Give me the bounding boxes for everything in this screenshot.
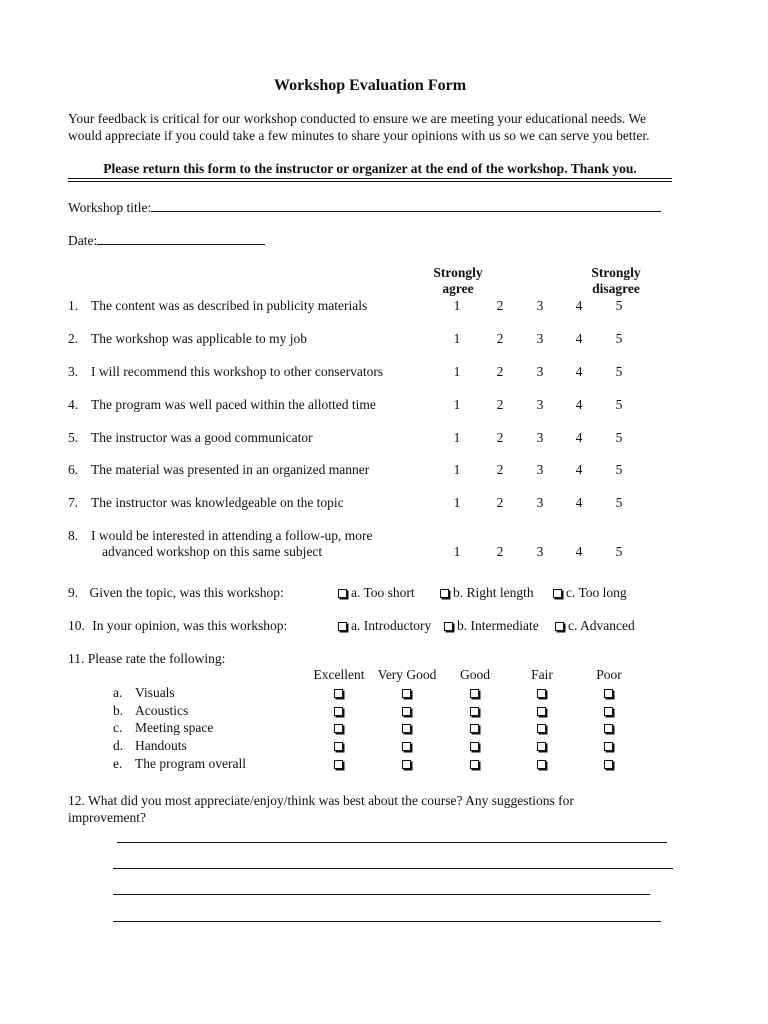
checkbox-icon[interactable] — [334, 689, 343, 698]
likert-number: 1. — [68, 298, 79, 313]
q10-option-c[interactable] — [555, 618, 635, 634]
checkbox-icon[interactable] — [537, 689, 546, 698]
question-11: 11. Please rate the following: — [68, 651, 226, 666]
likert-statement: The material was presented in an organized manner — [91, 462, 370, 477]
scale-option-3[interactable]: 3 — [536, 544, 544, 559]
question-10 — [68, 618, 287, 634]
scale-option-5[interactable]: 5 — [615, 364, 623, 379]
scale-option-2[interactable]: 2 — [496, 430, 504, 445]
rating-row-letter: d. — [113, 738, 124, 754]
date-label: Date: — [68, 233, 98, 248]
checkbox-icon[interactable] — [334, 742, 343, 751]
scale-option-2[interactable]: 2 — [496, 544, 504, 559]
intro-paragraph: Your feedback is critical for our workshop conducted to ensure we are meeting your educational needs. We would appreciate if you could take a few minutes to share your opinions with us so we can serve you better. — [68, 111, 650, 143]
scale-option-2[interactable]: 2 — [496, 298, 504, 313]
checkbox-icon[interactable] — [470, 742, 479, 751]
checkbox-icon[interactable] — [604, 689, 613, 698]
likert-number: 6. — [68, 462, 79, 477]
likert-number: 3. — [68, 364, 79, 379]
checkbox-icon[interactable] — [470, 724, 479, 733]
q10-option-b-label: b. Intermediate — [457, 618, 539, 633]
scale-option-2[interactable]: 2 — [496, 495, 504, 510]
checkbox-icon[interactable] — [537, 742, 546, 751]
checkbox-icon[interactable] — [470, 689, 479, 698]
likert-statement: I would be interested in attending a follow-up, more — [91, 528, 373, 543]
likert-statement: The program was well paced within the allotted time — [91, 397, 376, 412]
form-title: Workshop Evaluation Form — [273, 77, 467, 94]
q9-option-a-label: a. Too short — [351, 585, 415, 600]
rating-row-item: Visuals — [135, 685, 175, 700]
scale-option-5[interactable]: 5 — [615, 397, 623, 412]
answer-line[interactable] — [113, 921, 661, 922]
divider-bottom — [68, 181, 672, 182]
scale-option-3[interactable]: 3 — [536, 495, 544, 510]
workshop-title-field[interactable] — [68, 198, 661, 216]
rating-row-item: Handouts — [135, 738, 187, 754]
scale-option-5[interactable]: 5 — [615, 331, 623, 346]
q9-option-a[interactable] — [338, 585, 415, 601]
scale-option-1[interactable]: 1 — [453, 495, 461, 510]
checkbox-icon[interactable] — [555, 622, 564, 631]
scale-option-1[interactable]: 1 — [453, 430, 461, 445]
checkbox-icon[interactable] — [402, 760, 411, 769]
strongly-disagree-header: Strongly disagree — [591, 265, 641, 296]
scale-option-4[interactable]: 4 — [575, 397, 583, 412]
scale-option-5[interactable]: 5 — [615, 495, 623, 510]
checkbox-icon[interactable] — [604, 742, 613, 751]
scale-option-2[interactable]: 2 — [496, 462, 504, 477]
workshop-title-line[interactable] — [151, 198, 661, 212]
checkbox-icon[interactable] — [440, 589, 449, 598]
answer-line[interactable] — [113, 868, 673, 869]
scale-option-2[interactable]: 2 — [496, 397, 504, 412]
q10-text: In your opinion, was this workshop: — [92, 618, 288, 633]
answer-line[interactable] — [113, 894, 650, 895]
strongly-agree-header: Strongly agree — [433, 265, 483, 296]
checkbox-icon[interactable] — [402, 742, 411, 751]
scale-option-4[interactable]: 4 — [575, 331, 583, 346]
likert-statement: The content was as described in publicity materials — [91, 298, 368, 313]
q9-text: Given the topic, was this workshop: — [89, 585, 284, 600]
date-field[interactable] — [68, 231, 265, 249]
likert-number: 4. — [68, 397, 79, 412]
scale-option-2[interactable]: 2 — [496, 331, 504, 346]
scale-option-1[interactable]: 1 — [453, 331, 461, 346]
scale-option-5[interactable]: 5 — [615, 298, 623, 313]
q9-option-c-label: c. Too long — [566, 585, 627, 600]
likert-number: 8. — [68, 528, 79, 543]
likert-statement-continued: advanced workshop on this same subject — [102, 544, 323, 559]
rating-row-item: Meeting space — [135, 720, 214, 736]
checkbox-icon[interactable] — [604, 707, 613, 716]
checkbox-icon[interactable] — [338, 589, 347, 598]
checkbox-icon[interactable] — [334, 707, 343, 716]
q10-option-a[interactable] — [338, 618, 431, 634]
rating-column-header: Good — [460, 667, 490, 682]
checkbox-icon[interactable] — [444, 622, 453, 631]
checkbox-icon[interactable] — [338, 622, 347, 631]
question-9 — [68, 585, 284, 601]
scale-option-4[interactable]: 4 — [575, 430, 583, 445]
rating-column-header: Excellent — [313, 667, 365, 682]
scale-option-3[interactable]: 3 — [536, 331, 544, 346]
scale-option-3[interactable]: 3 — [536, 298, 544, 313]
scale-option-3[interactable]: 3 — [536, 462, 544, 477]
scale-option-4[interactable]: 4 — [575, 544, 583, 559]
rating-row-letter: c. — [113, 720, 123, 736]
scale-option-2[interactable]: 2 — [496, 364, 504, 379]
workshop-title-label: Workshop title: — [68, 200, 152, 215]
return-notice: Please return this form to the instructor or organizer at the end of the workshop. Thank you. — [103, 161, 637, 176]
rating-row-letter: b. — [113, 702, 124, 718]
scale-option-4[interactable]: 4 — [575, 495, 583, 510]
checkbox-icon[interactable] — [537, 760, 546, 769]
likert-number: 7. — [68, 495, 79, 510]
checkbox-icon[interactable] — [334, 724, 343, 733]
likert-number: 5. — [68, 430, 79, 445]
q12-line1: 12. What did you most appreciate/enjoy/think was best about the course? Any suggestions for — [68, 793, 574, 808]
likert-number: 2. — [68, 331, 79, 346]
checkbox-icon[interactable] — [402, 689, 411, 698]
likert-statement: The instructor was a good communicator — [91, 430, 313, 445]
checkbox-icon[interactable] — [604, 760, 613, 769]
scale-option-4[interactable]: 4 — [575, 364, 583, 379]
scale-option-5[interactable]: 5 — [615, 430, 623, 445]
rating-row-letter: e. — [113, 755, 123, 771]
rating-column-header: Poor — [596, 667, 622, 682]
q12-line2: improvement? — [68, 810, 146, 825]
q9-option-b[interactable] — [440, 585, 534, 601]
rating-row-letter: a. — [113, 685, 123, 700]
checkbox-icon[interactable] — [470, 760, 479, 769]
checkbox-icon[interactable] — [604, 724, 613, 733]
rating-column-header: Fair — [531, 667, 553, 682]
scale-option-4[interactable]: 4 — [575, 298, 583, 313]
likert-statement: I will recommend this workshop to other conservators — [91, 364, 384, 379]
scale-option-3[interactable]: 3 — [536, 430, 544, 445]
q10-option-a-label: a. Introductory — [351, 618, 432, 633]
q10-option-c-label: c. Advanced — [568, 618, 635, 633]
scale-option-1[interactable]: 1 — [453, 544, 461, 559]
scale-option-1[interactable]: 1 — [453, 298, 461, 313]
scale-option-3[interactable]: 3 — [536, 364, 544, 379]
likert-statement: The workshop was applicable to my job — [91, 331, 307, 346]
checkbox-icon[interactable] — [537, 724, 546, 733]
scale-option-3[interactable]: 3 — [536, 397, 544, 412]
q9-number: 9. — [68, 585, 79, 600]
rating-row-item: The program overall — [135, 755, 246, 771]
likert-statement: The instructor was knowledgeable on the topic — [91, 495, 344, 510]
scale-option-1[interactable]: 1 — [453, 397, 461, 412]
checkbox-icon[interactable] — [402, 707, 411, 716]
date-line[interactable] — [97, 231, 265, 245]
q10-number: 10. — [68, 618, 85, 633]
scale-option-1[interactable]: 1 — [453, 462, 461, 477]
scale-option-4[interactable]: 4 — [575, 462, 583, 477]
checkbox-icon[interactable] — [537, 707, 546, 716]
scale-option-5[interactable]: 5 — [615, 544, 623, 559]
q9-option-b-label: b. Right length — [453, 585, 534, 600]
checkbox-icon[interactable] — [470, 707, 479, 716]
divider-top — [68, 178, 672, 179]
q10-option-b[interactable] — [444, 618, 539, 634]
checkbox-icon[interactable] — [553, 589, 562, 598]
checkbox-icon[interactable] — [402, 724, 411, 733]
rating-row-item: Acoustics — [135, 702, 189, 718]
checkbox-icon[interactable] — [334, 760, 343, 769]
q9-option-c[interactable] — [553, 585, 627, 601]
answer-line[interactable] — [117, 842, 667, 843]
scale-option-5[interactable]: 5 — [615, 462, 623, 477]
scale-option-1[interactable]: 1 — [453, 364, 461, 379]
rating-column-header: Very Good — [377, 667, 437, 682]
